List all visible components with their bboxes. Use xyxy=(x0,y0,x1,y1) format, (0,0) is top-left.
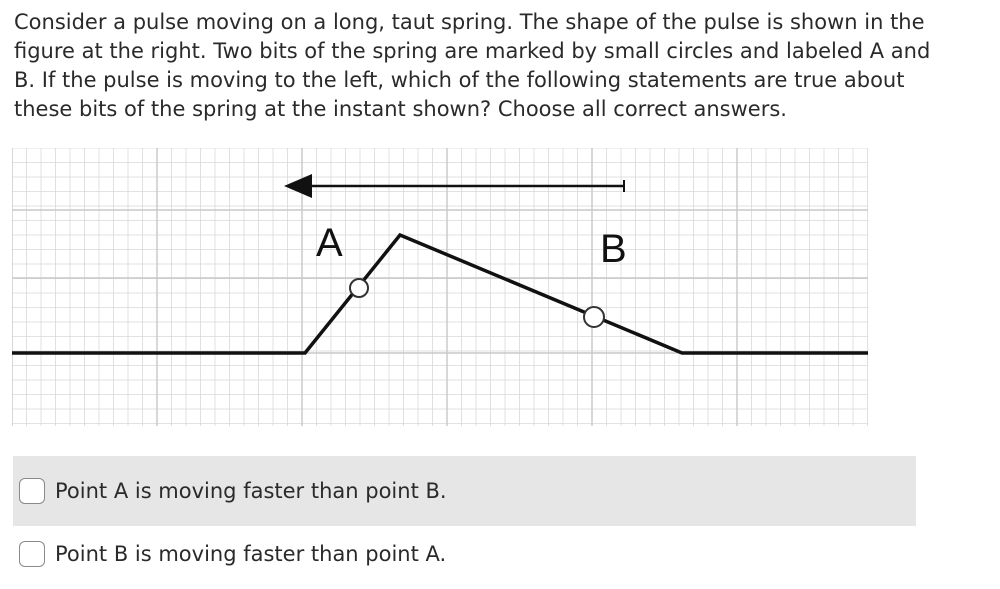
question-text: Consider a pulse moving on a long, taut spring. The shape of the pulse is shown in the figure at the right. Two bits of the spring are marked by small circles and labeled A and B. If the pulse is moving to the left, which of the following statements are true about these bits of the spring at the instant shown? Choose all correct answers. xyxy=(14,10,931,121)
pulse-line xyxy=(12,235,868,353)
label-b: B xyxy=(600,227,627,271)
point-b-marker xyxy=(584,307,604,327)
direction-arrowhead xyxy=(284,174,312,198)
label-a: A xyxy=(316,221,343,265)
point-a-marker xyxy=(350,279,368,297)
answer-option-a-faster[interactable] xyxy=(13,456,916,526)
option-2-label: Point B is moving faster than point A. xyxy=(55,542,447,566)
option-1-label: Point A is moving faster than point B. xyxy=(55,479,447,503)
answer-option-b-faster[interactable] xyxy=(13,519,916,589)
pulse-figure-svg xyxy=(12,148,868,426)
grid xyxy=(12,148,868,426)
pulse-figure xyxy=(12,148,868,426)
checkbox-option-2[interactable] xyxy=(19,541,45,567)
checkbox-option-1[interactable] xyxy=(19,478,45,504)
